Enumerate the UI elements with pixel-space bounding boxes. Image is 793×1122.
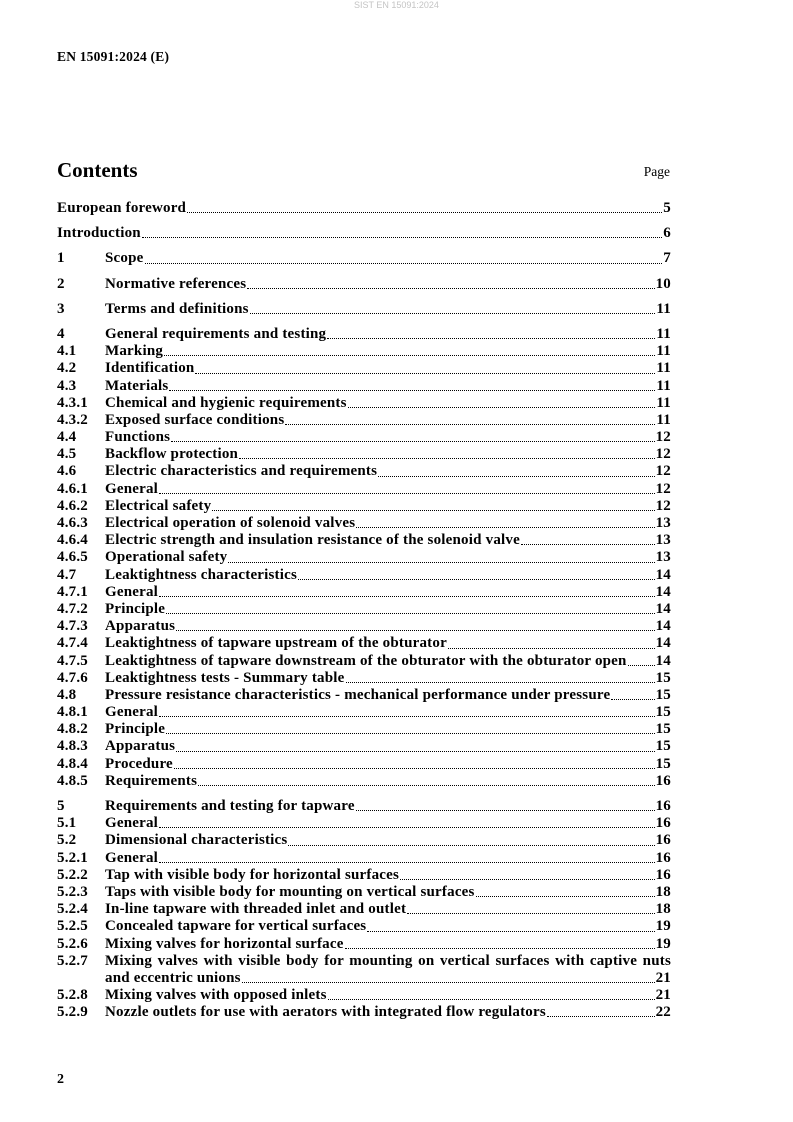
dot-leader: [547, 1016, 655, 1017]
toc-entry-title: General: [105, 849, 159, 866]
toc-entry-title: General: [105, 480, 159, 497]
toc-entry-page: 11: [656, 343, 671, 360]
toc-entry-page: 16: [655, 772, 671, 789]
toc-entry-page: 14: [655, 652, 671, 669]
toc-entry-page: 22: [655, 1004, 671, 1021]
dot-leader: [198, 785, 654, 786]
toc-entry-title: Identification: [105, 360, 195, 377]
toc-entry-page: 15: [655, 738, 671, 755]
toc-entry[interactable]: [57, 567, 671, 584]
toc-entry[interactable]: [57, 936, 671, 953]
toc-entry-title: Electric characteristics and requirements: [105, 463, 378, 480]
toc-entry-number: 4.7: [57, 566, 77, 583]
toc-entry[interactable]: [57, 918, 671, 935]
dot-leader: [367, 931, 654, 932]
toc-entry-title: Mixing valves for horizontal surface: [105, 935, 344, 952]
toc-entry-number: 5.2.6: [57, 935, 88, 952]
dot-leader: [239, 458, 654, 459]
toc-entry-title: In-line tapware with threaded inlet and outlet: [105, 901, 407, 918]
toc-entry[interactable]: [57, 301, 671, 318]
toc-entry[interactable]: [57, 343, 671, 360]
dot-leader: [159, 716, 655, 717]
toc-entry[interactable]: [57, 738, 671, 755]
dot-leader: [285, 424, 655, 425]
toc-entry-title: Electric strength and insulation resistance of the solenoid valve: [105, 532, 520, 549]
toc-entry-page: 13: [655, 549, 671, 566]
dot-leader: [176, 751, 654, 752]
toc-entry-continuation[interactable]: [57, 970, 671, 987]
toc-entry-title: Leaktightness of tapware upstream of the obturator: [105, 635, 447, 652]
toc-entry-page: 5: [663, 200, 671, 216]
dot-leader: [169, 390, 655, 391]
dot-leader: [378, 476, 654, 477]
toc-entry[interactable]: [57, 721, 671, 738]
toc-entry-number: 5.2.2: [57, 866, 88, 883]
toc-entry-page: 6: [663, 225, 671, 242]
dot-leader: [159, 493, 655, 494]
toc-entry-title: Functions: [105, 429, 171, 446]
dot-leader: [174, 768, 655, 769]
toc-entry[interactable]: [57, 704, 671, 721]
toc-entry-title: Electrical safety: [105, 497, 212, 514]
toc-entry-number: 4.6.5: [57, 549, 88, 566]
dot-leader: [345, 948, 655, 949]
toc-entry[interactable]: [57, 532, 671, 549]
toc-entry-number: 4.8.2: [57, 721, 88, 738]
toc-entry[interactable]: [57, 635, 671, 652]
toc-entry-number: 1: [57, 250, 65, 267]
dot-leader: [400, 879, 655, 880]
watermark: SIST EN 15091:2024: [354, 0, 439, 10]
dot-leader: [212, 510, 654, 511]
toc-entry-number: 4.3.1: [57, 394, 88, 411]
toc-entry-page: 13: [655, 515, 671, 531]
toc-entry-page: 18: [655, 883, 671, 900]
toc-entry-title: Mixing valves with opposed inlets: [105, 987, 327, 1004]
toc-entry[interactable]: [57, 225, 671, 242]
toc-entry-title: Principle: [105, 721, 166, 738]
page-number: 2: [57, 1072, 64, 1087]
dot-leader: [176, 630, 654, 631]
toc-entry[interactable]: [57, 463, 671, 480]
toc-entry-page: 11: [656, 411, 671, 428]
toc-entry-title: Marking: [105, 343, 164, 360]
toc-entry[interactable]: [57, 850, 671, 867]
toc-entry-title: Apparatus: [105, 738, 176, 755]
toc-entry-number: 4: [57, 325, 65, 342]
dot-leader: [521, 544, 655, 545]
toc-entry[interactable]: [57, 250, 671, 267]
toc-entry[interactable]: [57, 901, 671, 918]
toc-entry-number: 5.2.3: [57, 883, 88, 900]
toc-entry-number: 4.8.4: [57, 755, 88, 772]
toc-entry-number: 3: [57, 300, 65, 317]
dot-leader: [195, 373, 655, 374]
toc-entry-page: 16: [655, 866, 671, 883]
toc-entry-title: Normative references: [105, 275, 247, 292]
toc-entry[interactable]: [57, 446, 671, 463]
toc-entry[interactable]: [57, 584, 671, 601]
toc-entry[interactable]: [57, 953, 671, 970]
toc-entry-title: General requirements and testing: [105, 325, 327, 342]
toc-entry-title: Requirements and testing for tapware: [105, 798, 355, 814]
toc-entry[interactable]: [57, 412, 671, 429]
toc-entry-number: 5.2.1: [57, 849, 88, 866]
toc-entry-page: 12: [655, 446, 671, 463]
dot-leader: [448, 648, 655, 649]
toc-entry-page: 12: [655, 497, 671, 514]
toc-entry[interactable]: [57, 326, 671, 343]
toc-entry[interactable]: [57, 884, 671, 901]
toc-entry-number: 4.7.4: [57, 635, 88, 652]
page-title: Contents: [57, 158, 138, 182]
toc-entry-page: 13: [655, 532, 671, 549]
dot-leader: [247, 288, 654, 289]
toc-entry-title: Leaktightness characteristics: [105, 566, 298, 583]
toc-entry-number: 2: [57, 275, 65, 292]
toc-entry-page: 15: [655, 686, 671, 703]
toc-entry-number: 5.1: [57, 815, 77, 832]
toc-entry-number: 5.2.9: [57, 1004, 88, 1021]
toc-entry[interactable]: [57, 756, 671, 773]
toc-entry-page: 14: [655, 635, 671, 652]
toc-entry-page: 10: [655, 275, 671, 292]
toc-entry-page: 12: [655, 429, 671, 446]
toc-entry[interactable]: [57, 601, 671, 618]
toc-entry-number: 4.5: [57, 446, 77, 463]
toc-entry-page: 14: [655, 583, 671, 600]
dot-leader: [142, 237, 662, 238]
dot-leader: [611, 699, 654, 700]
toc-entry-page: 16: [655, 815, 671, 832]
toc-entry-page: 7: [663, 250, 671, 267]
toc-entry[interactable]: [57, 276, 671, 293]
toc-entry-number: 5.2.7: [57, 952, 88, 969]
toc-entry-page: 14: [655, 566, 671, 583]
dot-leader: [159, 596, 655, 597]
dot-leader: [298, 579, 655, 580]
dot-leader: [476, 896, 655, 897]
toc-entry-title: Apparatus: [105, 618, 176, 635]
toc-entry-title: Pressure resistance characteristics - mechanical performance under pressure: [105, 686, 611, 703]
toc-entry-title: Operational safety: [105, 549, 228, 566]
toc-entry-number: 4.8: [57, 686, 77, 703]
table-of-contents: [57, 200, 671, 1021]
toc-entry-number: 4.7.3: [57, 618, 88, 635]
toc-entry-number: 4.6.4: [57, 532, 88, 549]
toc-entry-number: 5.2.5: [57, 918, 88, 935]
page-column-label: Page: [643, 164, 670, 179]
dot-leader: [166, 613, 654, 614]
toc-entry-page: 11: [656, 325, 671, 342]
toc-entry-title: Introduction: [57, 225, 141, 242]
toc-entry-number: 4.7.6: [57, 669, 88, 686]
toc-entry-page: 19: [655, 935, 671, 952]
toc-entry-title: Dimensional characteristics: [105, 832, 288, 849]
toc-entry-number: 5.2.8: [57, 987, 88, 1004]
dot-leader: [166, 733, 654, 734]
toc-entry-title: Backflow protection: [105, 446, 239, 463]
dot-leader: [346, 682, 655, 683]
toc-entry-page: 16: [655, 849, 671, 866]
toc-entry[interactable]: [57, 773, 671, 790]
toc-entry-page: 21: [655, 987, 671, 1004]
toc-entry-page: 16: [655, 832, 671, 849]
toc-entry-title: Exposed surface conditions: [105, 411, 285, 428]
dot-leader: [228, 562, 654, 563]
toc-entry-number: 4.6.1: [57, 480, 88, 497]
toc-entry-title: Scope: [105, 250, 144, 267]
toc-entry-number: 4.4: [57, 429, 77, 446]
toc-entry[interactable]: [57, 498, 671, 515]
dot-leader: [328, 999, 655, 1000]
toc-entry-title: Chemical and hygienic requirements: [105, 394, 347, 411]
toc-entry-page: 16: [655, 798, 671, 814]
toc-entry[interactable]: [57, 429, 671, 446]
toc-entry-title: Principle: [105, 600, 166, 617]
toc-entry-number: 4.8.3: [57, 738, 88, 755]
toc-entry-page: 19: [655, 918, 671, 935]
dot-leader: [348, 407, 656, 408]
toc-entry[interactable]: [57, 987, 671, 1004]
dot-leader: [242, 982, 655, 983]
toc-entry-title: Nozzle outlets for use with aerators with integrated flow regulators: [105, 1004, 546, 1021]
dot-leader: [407, 913, 654, 914]
toc-entry-title: Tap with visible body for horizontal surfaces: [105, 866, 400, 883]
toc-entry[interactable]: [57, 867, 671, 884]
toc-entry-number: 5.2.4: [57, 901, 88, 918]
toc-entry-page: 11: [656, 394, 671, 411]
toc-entry-number: 5: [57, 798, 65, 814]
toc-entry[interactable]: [57, 670, 671, 687]
toc-entry-title: General: [105, 583, 159, 600]
dot-leader: [250, 313, 656, 314]
toc-entry-number: 4.7.5: [57, 652, 88, 669]
toc-entry-page: 21: [655, 969, 671, 986]
toc-entry-number: 4.8.5: [57, 772, 88, 789]
toc-entry-number: 4.1: [57, 343, 77, 360]
toc-entry[interactable]: [57, 798, 671, 815]
toc-entry-number: 4.6.3: [57, 515, 88, 531]
toc-entry-number: 4.7.2: [57, 600, 88, 617]
toc-entry-page: 15: [655, 721, 671, 738]
toc-entry-page: 15: [655, 755, 671, 772]
toc-entry-title: Taps with visible body for mounting on vertical surfaces: [105, 883, 475, 900]
toc-entry-number: 4.8.1: [57, 704, 88, 721]
toc-entry-title: Leaktightness tests - Summary table: [105, 669, 345, 686]
dot-leader: [159, 862, 655, 863]
toc-entry-number: 4.3.2: [57, 411, 88, 428]
toc-entry-title: Terms and definitions: [105, 300, 249, 317]
dot-leader: [628, 665, 655, 666]
toc-entry[interactable]: [57, 653, 671, 670]
document-id: EN 15091:2024 (E): [57, 49, 170, 64]
toc-entry-title: Electrical operation of solenoid valves: [105, 515, 356, 531]
toc-entry[interactable]: [57, 815, 671, 832]
toc-entry-page: 12: [655, 480, 671, 497]
dot-leader: [159, 827, 655, 828]
toc-entry-title: General: [105, 815, 159, 832]
toc-entry-number: 4.6.2: [57, 497, 88, 514]
dot-leader: [356, 810, 655, 811]
toc-entry-title-continued: and eccentric unions: [105, 969, 241, 986]
toc-entry-number: 4.6: [57, 463, 77, 480]
toc-entry-number: 4.3: [57, 377, 77, 394]
toc-entry-title: Materials: [105, 377, 169, 394]
toc-entry-title: Requirements: [105, 772, 198, 789]
dot-leader: [164, 355, 655, 356]
toc-entry[interactable]: [57, 481, 671, 498]
toc-entry[interactable]: [57, 360, 671, 377]
toc-entry[interactable]: [57, 549, 671, 566]
toc-entry-number: 4.2: [57, 360, 77, 377]
toc-entry-page: 11: [656, 300, 671, 317]
toc-entry-page: 14: [655, 600, 671, 617]
toc-entry-title: Leaktightness of tapware downstream of the obturator with the obturator open: [105, 652, 627, 669]
toc-entry[interactable]: [57, 200, 671, 217]
toc-entry-title: European foreword: [57, 200, 187, 216]
toc-entry-page: 18: [655, 901, 671, 918]
toc-entry[interactable]: [57, 687, 671, 704]
toc-entry[interactable]: [57, 515, 671, 532]
dot-leader: [145, 263, 663, 264]
toc-entry-title: Procedure: [105, 755, 173, 772]
dot-leader: [356, 527, 654, 528]
dot-leader: [187, 212, 662, 213]
toc-entry-title: General: [105, 704, 159, 721]
toc-entry-title: Mixing valves with visible body for mounting on vertical surfaces with captive nuts: [105, 952, 671, 969]
dot-leader: [171, 441, 654, 442]
toc-entry-page: 15: [655, 704, 671, 721]
toc-entry-number: 5.2: [57, 832, 77, 849]
toc-entry-number: 4.7.1: [57, 583, 88, 600]
dot-leader: [288, 845, 654, 846]
toc-entry[interactable]: [57, 1004, 671, 1021]
toc-entry[interactable]: [57, 395, 671, 412]
toc-entry[interactable]: [57, 618, 671, 635]
toc-entry[interactable]: [57, 378, 671, 395]
toc-entry-page: 11: [656, 377, 671, 394]
dot-leader: [327, 338, 655, 339]
toc-entry-page: 15: [655, 669, 671, 686]
toc-entry[interactable]: [57, 832, 671, 849]
toc-entry-page: 11: [656, 360, 671, 377]
toc-entry-page: 12: [655, 463, 671, 480]
toc-entry-page: 14: [655, 618, 671, 635]
toc-entry-title: Concealed tapware for vertical surfaces: [105, 918, 367, 935]
